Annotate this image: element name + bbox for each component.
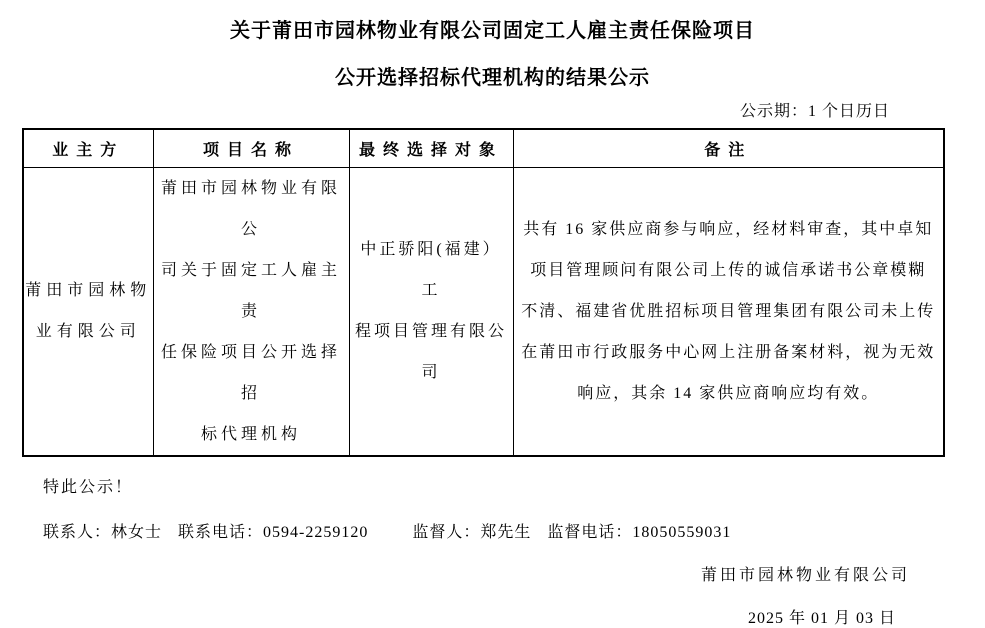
remarks-line: 不清、福建省优胜招标项目管理集团有限公司未上传: [521, 302, 936, 320]
page-title-line2: 公开选择招标代理机构的结果公示: [335, 67, 650, 89]
contact-line: [43, 519, 985, 542]
owner-line: 业有限公司: [35, 323, 141, 340]
project-name-line: 任保险项目公开选择招: [160, 343, 341, 402]
col-header-remarks: 备注: [513, 129, 944, 167]
signature-date: 2025 年 01 月 03 日: [747, 609, 896, 627]
cell-owner: [23, 167, 153, 456]
phone-label: 联系电话：: [178, 523, 264, 541]
page-title-line1: 关于莆田市园林物业有限公司固定工人雇主责任保险项目: [230, 20, 755, 42]
remarks-line: 响应，其余 14 家供应商响应均有效。: [577, 384, 880, 402]
hereby-announcement: 特此公示！: [43, 478, 134, 496]
selected-agency-line: 中正骄阳(福建） 工: [360, 241, 502, 299]
col-header-project: 项目名称: [153, 129, 349, 167]
cell-project-name: [153, 167, 349, 456]
selected-agency-line: 程项目管理有限公: [354, 323, 507, 340]
remarks-line: 项目管理顾问有限公司上传的诚信承诺书公章模糊: [530, 261, 927, 279]
col-header-selected: 最终选择对象: [349, 129, 513, 167]
cell-selected-agency: [349, 167, 513, 456]
table-header-row: [23, 129, 944, 167]
project-name-line: 司关于固定工人雇主责: [160, 261, 341, 320]
selected-agency-line: 司: [421, 364, 441, 381]
signature-company: 莆田市园林物业有限公司: [700, 566, 910, 584]
phone-number: 0594-2259120: [263, 523, 369, 541]
supervisor-phone-label: 监督电话：: [547, 523, 633, 541]
supervisor-label: 监督人：: [412, 523, 481, 541]
remarks-line: 在莆田市行政服务中心网上注册备案材料，视为无效: [521, 343, 936, 361]
supervisor-name: 郑先生: [480, 523, 532, 541]
cell-remarks: [513, 167, 944, 456]
result-table: [22, 128, 945, 457]
owner-line: 莆田市园林物: [25, 282, 152, 299]
notice-period: 公示期：1 个日历日: [739, 103, 890, 120]
col-header-owner: 业主方: [23, 129, 153, 167]
remarks-line: 共有 16 家供应商参与响应，经材料审查，其中卓知: [523, 220, 934, 238]
table-row: [23, 167, 944, 456]
contact-label: 联系人：: [43, 523, 112, 541]
contact-name: 林女士: [111, 523, 163, 541]
project-name-line: 莆田市园林物业有限公: [160, 179, 341, 238]
supervisor-phone-number: 18050559031: [632, 523, 732, 541]
project-name-line: 标代理机构: [200, 425, 301, 443]
